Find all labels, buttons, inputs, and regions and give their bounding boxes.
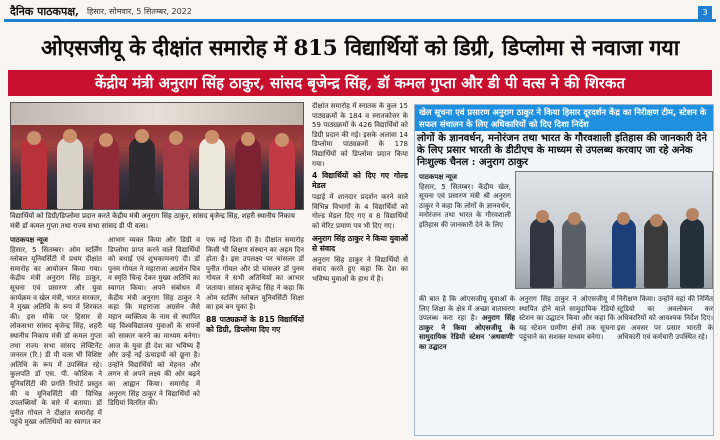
main-headline: ओएसजीयू के दीक्षांत समारोह में 815 विद्यार्थियों को डिग्री, डिप्लोमा से नवाजा गया bbox=[41, 36, 679, 61]
official-figure bbox=[644, 218, 668, 288]
article-text: पढ़ाई में शानदार प्रदर्शन करने वाले विभिन्न विभागों के 4 विद्यार्थियों को गोल्ड मेडल दिए गए व 8 विद्यार्थियों को मेरिट प्रमाण पत्र भी दिए गए। bbox=[312, 193, 408, 230]
sidebar-story-box bbox=[414, 104, 714, 436]
sidebar-column-2 bbox=[519, 295, 615, 433]
article-subheading: 88 पाठ्यक्रमों के 815 विद्यार्थियों को डिग्री, डिप्लोमा दिए गए bbox=[206, 314, 304, 334]
dignitary-figure bbox=[235, 137, 261, 209]
official-head bbox=[686, 208, 699, 221]
newspaper-name: दैनिक पाठकपक्ष, bbox=[10, 5, 79, 18]
article-subheading: अनुराग सिंह ठाकुर ने किया युवाओं से संवाद bbox=[312, 233, 408, 253]
article-column-4 bbox=[312, 102, 408, 436]
official-figure bbox=[680, 218, 704, 288]
article-column-2 bbox=[108, 236, 200, 436]
photo-caption: विद्यार्थियों को डिग्री/डिप्लोमा प्रदान करते केंद्रीय मंत्री अनुराग सिंह ठाकुर, सांसद बृजेन्द्र सिंह, शहरी स्थानीय निकाय मंत्री डॉ कमल गुप्ता तथा राज्य सभा सांसद डी पी वत्स। bbox=[10, 212, 295, 230]
official-figure bbox=[612, 218, 636, 288]
dignitary-head bbox=[275, 133, 289, 147]
stage-banner bbox=[11, 103, 303, 125]
page-number: 3 bbox=[698, 6, 712, 19]
dignitary-head bbox=[99, 133, 113, 147]
sidebar-text: अनुराग सिंह ठाकुर ने ओएसजीयू में स्थापित होने वाले सामुदायिक रेडियो स्टेशन का उद्घाटन किया और कहा कि यह स्टेशन ग्रामीण क्षेत्रों तक सूचना पहुंचाने का सशक्त माध्यम बनेगा। bbox=[519, 295, 615, 342]
dignitary-head bbox=[27, 131, 41, 145]
dignitary-head bbox=[63, 129, 77, 143]
dignitary-head bbox=[241, 132, 255, 146]
dignitary-figure bbox=[21, 137, 47, 209]
article-dateline: पाठकपक्ष न्यूज bbox=[10, 236, 48, 244]
dignitary-figure bbox=[57, 137, 83, 209]
sidebar-dateline: पाठकपक्ष न्यूज bbox=[419, 173, 457, 181]
doordarshan-visit-photo bbox=[515, 171, 713, 289]
dignitary-figure bbox=[199, 137, 225, 209]
article-text: हिसार, 5 सितम्बर। ओम स्टर्लिंग ग्लोबल यूनिवर्सिटी में प्रथम दीक्षांत समारोह का आयोजन किया गया। केंद्रीय मंत्री अनुराग सिंह ठाकुर, सूचना एवं प्रसारण और युवा कार्यक्रम व खेल मंत्री, भारत सरकार, ने मुख्य अतिथि के रूप में शिरकत की। इस मौके पर हिसार से लोकसभा सांसद बृजेन्द्र सिंह, शहरी स्थानीय निकाय मंत्री डॉ कमल गुप्ता तथा राज्य सभा सांसद लेफ्टिनेंट जनरल (रि.) डी पी वत्स भी विशिष्ट अतिथि के रूप में उपस्थित रहे। कुलपति डॉ एस. पी. कौशिक ने यूनिवर्सिटी की प्रगति रिपोर्ट प्रस्तुत की व यूनिवर्सिटी की विभिन्न उपलब्धियों के बारे में बताया। डॉ पुनीत गोयल ने दीक्षांत समारोह में पहुंचे मुख्य अतिथियों का स्वागत कर bbox=[10, 245, 102, 427]
article-text: एक नई दिशा दी है। दीक्षांत समारोह किसी भी शिक्षण संस्थान का अहम दिन होता है। इस उपलक्ष्य पर चांसलर डॉ पुनीत गोयल और प्रो चांसलर डॉ पुनम गोयल ने सभी अतिथियों का आभार जताया। सांसद बृजेन्द्र सिंह ने कहा कि ओम स्टर्लिंग ग्लोबल यूनिवर्सिटी शिक्षा का हब बन चुका है। bbox=[206, 236, 304, 312]
dignitary-head bbox=[135, 129, 149, 143]
sidebar-text: की बात है कि ओएसजीयू युवाओं के लिए शिक्षा के क्षेत्र में अच्छा वातावरण उपलब्ध करा रहा है। bbox=[419, 295, 515, 323]
official-head bbox=[536, 210, 549, 223]
article-column-1 bbox=[10, 236, 102, 436]
official-figure bbox=[530, 218, 554, 288]
sidebar-column-3 bbox=[617, 295, 713, 433]
official-head bbox=[650, 214, 663, 227]
dignitary-figure bbox=[93, 137, 119, 209]
article-text: आभार व्यक्त किया और डिग्री व डिप्लोमा प्राप्त करने वाले विद्यार्थियों को बधाई एवं शुभकामनाएं दी। डॉ पुनम गोयल ने महाराजा अग्रसेन चित्र व स्मृति चिन्ह देकर मुख्य अतिथि का स्वागत किया। अपने संबोधन में केंद्रीय मंत्री अनुराग सिंह ठाकुर ने कहा कि महाराजा अग्रसेन जैसे महान व्यक्तित्व के नाम से स्थापित यह विश्वविद्यालय युवाओं के सपनों को साकार करने का माध्यम बनेगा। आज के युवा ही देश का भविष्य हैं और उन्हें नई ऊंचाइयों को छूना है। उन्होंने विद्यार्थियों को मेहनत और लगन से अपने लक्ष्य की ओर बढ़ने का आह्वान किया। समारोह में अनुराग सिंह ठाकुर ने विद्यार्थियों को डिग्रियां वितरित की। bbox=[108, 236, 200, 408]
official-figure bbox=[562, 218, 586, 288]
official-head bbox=[568, 212, 581, 225]
convocation-photo bbox=[10, 102, 304, 210]
official-head bbox=[617, 212, 630, 225]
dignitary-figure bbox=[129, 137, 155, 209]
dignitary-figure bbox=[269, 137, 295, 209]
sidebar-text: हिसार, 5 सितम्बर। केंद्रीय खेल, सूचना एवं प्रसारण मंत्री श्री अनुराग ठाकुर ने कहा कि लोगों के ज्ञानवर्धन, मनोरंजन तथा भारत के गौरवशाली इतिहास की जानकारी देने के लिए bbox=[419, 182, 511, 229]
article-text: अनुराग सिंह ठाकुर ने विद्यार्थियों से संवाद करते हुए कहा कि देश का भविष्य युवाओं के हाथ में है। bbox=[312, 255, 408, 283]
sidebar-kicker: खेल सूचना एवं प्रसारण अनुराग ठाकुर ने किया हिसार दूरदर्शन केंद्र का निरीक्षण टीम, स्टेशन के सफल संचालन के लिए अधिकारियों को दिए दिशा निर्देश bbox=[415, 105, 713, 131]
sub-headline-banner: केंद्रीय मंत्री अनुराग सिंह ठाकुर, सांसद बृजेन्द्र सिंह, डॉ कमल गुप्ता और डी पी वत्स ने की शिरकत bbox=[8, 70, 712, 96]
masthead bbox=[4, 4, 716, 22]
sidebar-column-1 bbox=[419, 295, 515, 433]
sidebar-text: निरीक्षण किया। उन्होंने यहां की निर्मित स्टूडियो का अवलोकन कर अधिकारियों को आवश्यक निर्देश दिए। इस अवसर पर प्रसार भारती के अधिकारी एवं कर्मचारी उपस्थित रहे। bbox=[617, 295, 713, 342]
article-subheading: 4 विद्यार्थियों को दिए गए गोल्ड मेडल bbox=[312, 171, 408, 191]
sidebar-deck: लोगों के ज्ञानवर्धन, मनोरंजन तथा भारत के गौरवशाली इतिहास की जानकारी देने के लिए प्रसार भारती के डीटीएच के माध्यम से उपलब्ध करवाए जा रहे अनेक निःशुल्क चैनल : अनुराग ठाकुर bbox=[417, 133, 707, 168]
article-column-3 bbox=[206, 236, 304, 436]
article-text: दीक्षांत समारोह में स्नातक के कुल 15 पाठ्यक्रमों के 184 व स्नातकोत्तर के 59 पाठ्यक्रमों के 426 विद्यार्थियों को डिग्री प्रदान की गई। इसके अलावा 14 डिप्लोमा पाठ्यक्रमों के 178 विद्यार्थियों को डिप्लोमा प्रदान किया गया। bbox=[312, 102, 408, 168]
issue-dateline: हिसार, सोमवार, 5 सितम्बर, 2022 bbox=[86, 7, 192, 16]
dignitary-head bbox=[169, 131, 183, 145]
sidebar-subheading: अनुराग सिंह ठाकुर ने किया ओएसजीयू के सामुदायिक रेडियो स्टेशन 'अथवाणी' का उद्घाटन bbox=[419, 314, 515, 351]
sidebar-intro-column bbox=[419, 173, 511, 245]
dignitary-head bbox=[205, 130, 219, 144]
dignitary-figure bbox=[163, 137, 189, 209]
